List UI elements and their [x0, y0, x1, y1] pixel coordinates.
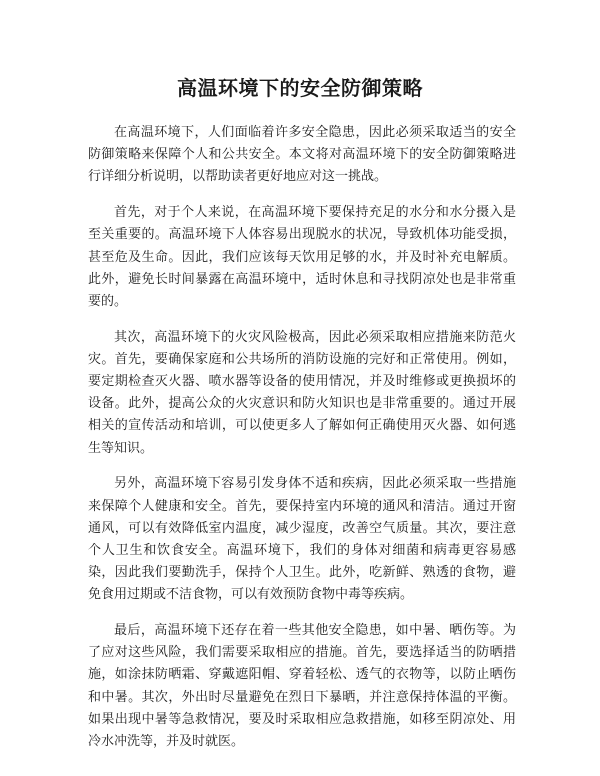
- document-body: [88, 122, 516, 767]
- paragraph-other-risks: 最后，高温环境下还存在着一些其他安全隐患，如中暑、晒伤等。为了应对这些风险，我们需要采取相应的措施。首先，要选择适当的防晒措施，如涂抹防晒霜、穿戴遮阳帽、穿着轻松、透气的衣物等，以防止晒伤和中暑。其次，外出时尽量避免在烈日下暴晒，并注意保持体温的平衡。如果出现中暑等急救情况，要及时采取相应急救措施，如移至阴凉处、用冷水冲洗等，并及时就医。: [88, 623, 516, 750]
- paragraph-intro: 在高温环境下，人们面临着许多安全隐患，因此必须采取适当的安全防御策略来保障个人和公共安全。本文将对高温环境下的安全防御策略进行详细分析说明，以帮助读者更好地应对这一挑战。: [88, 125, 516, 185]
- paragraph-fire-risk: 其次，高温环境下的火灾风险极高，因此必须采取相应措施来防范火灾。首先，要确保家庭和公共场所的消防设施的完好和正常使用。例如，要定期检查灭火器、喷水器等设备的使用情况，并及时维修或更换损坏的设备。此外，提高公众的火灾意识和防火知识也是非常重要的。通过开展相关的宣传活动和培训，可以使更多人了解如何正确使用灭火器、如何逃生等知识。: [88, 329, 516, 456]
- document-title: 高温环境下的安全防御策略: [177, 76, 423, 100]
- paragraph-personal-hydration: 首先，对于个人来说，在高温环境下要保持充足的水分和水分摄入是至关重要的。高温环境下人体容易出现脱水的状况，导致机体功能受损，甚至危及生命。因此，我们应该每天饮用足够的水，并及时补充电解质。此外，避免长时间暴露在高温环境中，适时休息和寻找阴凉处也是非常重要的。: [88, 205, 516, 309]
- paragraph-health-safety: 另外，高温环境下容易引发身体不适和疾病，因此必须采取一些措施来保障个人健康和安全。首先，要保持室内环境的通风和清洁。通过开窗通风，可以有效降低室内温度，减少湿度，改善空气质量。其次，要注意个人卫生和饮食安全。高温环境下，我们的身体对细菌和病毒更容易感染，因此我们要勤洗手，保持个人卫生。此外，吃新鲜、熟透的食物，避免食用过期或不洁食物，可以有效预防食物中毒等疾病。: [88, 476, 516, 603]
